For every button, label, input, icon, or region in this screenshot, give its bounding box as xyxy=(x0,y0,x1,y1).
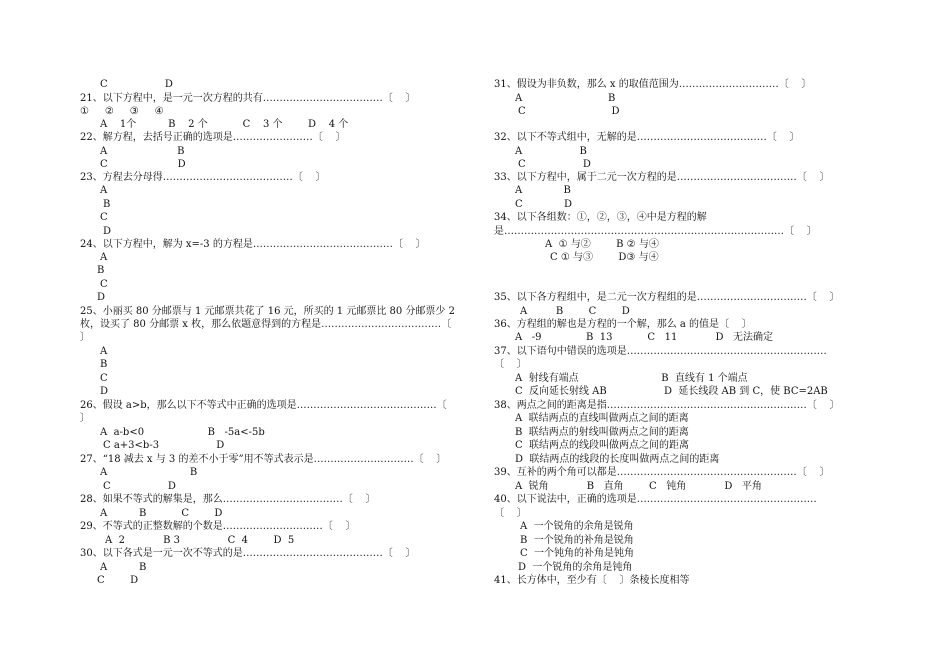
text-line: A 射线有端点 B 直线有 1 个端点 xyxy=(515,373,748,384)
text-line: A B xyxy=(100,562,147,573)
question-21: 21、以下方程中，是一元一次方程的共有………………………………〔 〕 xyxy=(80,93,416,104)
question-37: 37、以下语句中错误的选项是…………………………………………………… xyxy=(494,346,827,357)
text-line: A 2 B 3 C 4 D 5 xyxy=(105,535,295,546)
question-26: 26、假设 a>b，那么以下不等式中正确的选项是……………………………………〔 xyxy=(80,400,447,411)
text-line: C a+3<b-3 D xyxy=(103,440,225,451)
text-line: A B xyxy=(100,146,185,157)
text-line: A B C D xyxy=(520,306,630,317)
question-30: 30、以下各式是一元一次不等式的是……………………………………〔 〕 xyxy=(80,548,416,559)
question-27: 27、“18 减去 x 与 3 的差不小于零”用不等式表示是…………………………〔 〕 xyxy=(80,454,447,465)
text-line: 〔 〕 xyxy=(494,508,527,519)
text-line: B 联结两点的射线叫做两点之间的距离 xyxy=(515,427,689,438)
text-line: A B xyxy=(515,146,587,157)
text-line: B xyxy=(100,359,108,370)
question-34: 34、以下各组数：①，②，③，④中是方程的解 xyxy=(494,212,707,223)
question-40: 40、以下说法中，正确的选项是……………………………………………… xyxy=(494,494,817,505)
text-line: 枚，设买了 80 分邮票 x 枚，那么依题意得到的方程是………………………………〔 xyxy=(80,319,452,330)
text-line: A B xyxy=(515,93,616,104)
text-line: D 联结两点的线段的长度叫做两点之间的距离 xyxy=(515,454,720,465)
text-line: C xyxy=(100,212,108,223)
text-line: C 反向延长射线 AB D 延长线段 AB 到 C，使 BC=2AB xyxy=(515,386,828,397)
text-line: D xyxy=(100,386,109,397)
text-line: C ① 与③ D③ 与④ xyxy=(550,252,659,263)
text-line: 是…………………………………………………………………………〔 〕 xyxy=(494,226,817,237)
text-line: C D xyxy=(97,575,139,586)
text-line: A 1个 B 2 个 C 3 个 D 4 个 xyxy=(100,119,349,130)
text-line: C xyxy=(100,279,108,290)
question-29: 29、不等式的正整数解的个数是…………………………〔 〕 xyxy=(80,521,356,532)
text-line: A -9 B 13 C 11 D 无法确定 xyxy=(515,332,774,343)
text-line: 〕 xyxy=(80,413,90,424)
text-line: A xyxy=(100,252,108,263)
text-line: C D xyxy=(103,481,176,492)
text-line: C 联结两点的线段叫做两点之间的距离 xyxy=(515,440,690,451)
text-line: A 联结两点的直线叫做两点之间的距离 xyxy=(515,413,689,424)
question-38: 38、两点之间的距离是指……………………………………………………〔 〕 xyxy=(494,400,840,411)
text-line: 〔 〕 xyxy=(494,359,527,370)
text-line: A xyxy=(100,346,108,357)
text-line: B 一个锐角的补角是锐角 xyxy=(520,535,634,546)
question-32: 32、以下不等式组中，无解的是…………………………………〔 〕 xyxy=(494,132,800,143)
text-line: C 一个钝角的补角是钝角 xyxy=(520,548,635,559)
question-31: 31、假设为非负数，那么 x 的取值范围为…………………………〔 〕 xyxy=(494,79,812,90)
question-41: 41、长方体中，至少有〔 〕条棱长度相等 xyxy=(494,575,690,586)
text-line: C D xyxy=(100,79,173,90)
text-line: 〕 xyxy=(80,332,90,343)
question-35: 35、以下各方程组中，是二元一次方程组的是……………………………〔 〕 xyxy=(494,292,840,303)
text-line: C D xyxy=(518,106,620,117)
text-line: C D xyxy=(518,159,591,170)
text-line: C D xyxy=(100,159,186,170)
text-line: A xyxy=(100,185,108,196)
question-22: 22、解方程，去括号正确的选项是……………………〔 〕 xyxy=(80,132,346,143)
text-line: D xyxy=(103,226,112,237)
text-line: A B xyxy=(515,185,571,196)
text-line: A ① 与② B ② 与④ xyxy=(545,239,659,250)
question-24: 24、以下方程中，解为 x=-3 的方程是……………………………………〔 〕 xyxy=(80,239,426,250)
text-line: A B xyxy=(100,467,198,478)
text-line: C D xyxy=(515,199,572,210)
text-line: C xyxy=(100,373,108,384)
text-line: A B C D xyxy=(100,508,223,519)
question-25: 25、小丽买 80 分邮票与 1 元邮票共花了 16 元，所买的 1 元邮票比 80 分邮票少 2 xyxy=(80,306,455,317)
text-line: A 一个锐角的余角是锐角 xyxy=(520,521,634,532)
question-33: 33、以下方程中，属于二元一次方程的是………………………………〔 〕 xyxy=(494,172,830,183)
question-39: 39、互补的两个角可以都是………………………………………………〔 〕 xyxy=(494,467,830,478)
text-line: ① ② ③ ④ xyxy=(80,106,164,117)
question-28: 28、如果不等式的解集是，那么………………………………〔 〕 xyxy=(80,494,376,505)
question-23: 23、方程去分母得…………………………………〔 〕 xyxy=(80,172,326,183)
text-line: D xyxy=(97,292,106,303)
text-line: B xyxy=(97,265,105,276)
text-line: A a-b<0 B -5a<-5b xyxy=(100,427,265,438)
text-line: D 一个锐角的余角是钝角 xyxy=(518,562,633,573)
text-line: A 锐角 B 直角 C 钝角 D 平角 xyxy=(515,481,762,492)
question-36: 36、方程组的解也是方程的一个解，那么 a 的值是〔 〕 xyxy=(494,319,752,330)
text-line: B xyxy=(103,199,111,210)
